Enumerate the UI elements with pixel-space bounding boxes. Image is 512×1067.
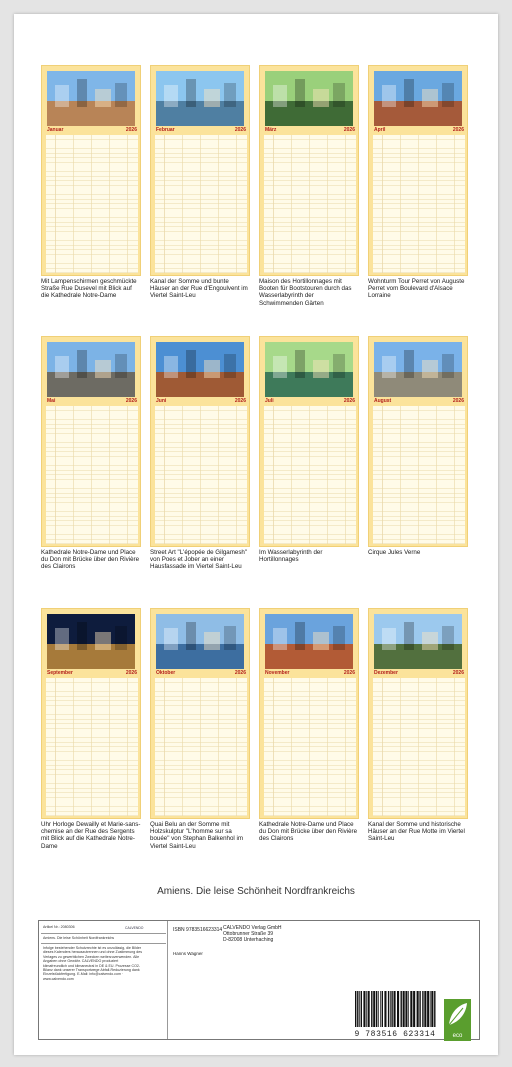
month-header: [155, 398, 247, 405]
month-name: November: [265, 670, 290, 676]
month-frame: [259, 336, 359, 547]
month-caption: Uhr Horloge Dewailly et Marie-sans-chemise an der Rue des Sergents mit Blick auf die Kathedrale Notre-Dame: [41, 821, 141, 850]
planner-grid: [46, 678, 138, 816]
month-name: Juli: [265, 398, 274, 404]
month-name: September: [47, 670, 73, 676]
planner-grid: [155, 406, 247, 544]
month-year: 2026: [125, 127, 137, 133]
month-caption: Quai Belu an der Somme mit Holzskulptur "L'homme sur sa bouée" von Stephan Balkenhol im Viertel Saint-Leu: [150, 821, 244, 850]
divider: [41, 943, 166, 944]
month-photo: [265, 71, 353, 126]
eco-label: eco: [452, 1033, 463, 1039]
month-photo: [374, 342, 462, 397]
month-header: [264, 398, 356, 405]
month-photo: [47, 71, 135, 126]
month-name: Dezember: [374, 670, 398, 676]
month-header: [46, 398, 138, 405]
month-caption: Kanal der Somme und historische Häuser an der Rue Motte im Viertel Saint-Leu: [368, 821, 465, 843]
planner-grid: [264, 135, 356, 273]
planner-grid: [373, 406, 465, 544]
calendar-sheet: [14, 14, 498, 1055]
month-name: Januar: [47, 127, 64, 133]
calvendo-logo: CALVENDO: [125, 926, 144, 930]
leaf-icon: [444, 999, 471, 1029]
month-photo: [374, 614, 462, 669]
month-header: [46, 670, 138, 677]
month-caption: Kathedrale Notre-Dame und Place du Don mit Brücke über den Rivière des Clairons: [41, 549, 140, 571]
barcode-number: 9 783516 623314: [354, 1030, 436, 1039]
planner-grid: [46, 406, 138, 544]
month-year: 2026: [343, 127, 355, 133]
planner-grid: [155, 135, 247, 273]
article-number: Artikel Nr.: 2080306: [43, 925, 75, 929]
month-caption: Kanal der Somme und bunte Häuser an der Rue d'Engoulvent im Viertel Saint-Leu: [150, 278, 248, 300]
planner-grid: [373, 135, 465, 273]
month-frame: [41, 336, 141, 547]
month-frame: [368, 608, 468, 819]
month-caption: Kathedrale Notre-Dame und Place du Don mit Brücke über den Rivière des Clairons: [259, 821, 358, 843]
month-frame: [150, 336, 250, 547]
month-header: [373, 127, 465, 134]
month-frame: [368, 336, 468, 547]
publisher-line: CALVENDO Verlag GmbH: [223, 925, 282, 931]
month-name: Juni: [156, 398, 167, 404]
month-year: 2026: [343, 670, 355, 676]
month-frame: [368, 65, 468, 276]
month-name: März: [265, 127, 277, 133]
month-year: 2026: [125, 670, 137, 676]
barcode-bars: [353, 991, 437, 1029]
publisher-address: [223, 925, 282, 943]
month-caption: Street Art "L'épopée de Gilgamesh" von Poes et Jober an einer Hausfassade im Viertel Saint-Leu: [150, 549, 248, 571]
month-year: 2026: [452, 670, 464, 676]
calendar-title: Amiens. Die leise Schönheit Nordfrankreichs: [157, 886, 355, 897]
month-year: 2026: [234, 127, 246, 133]
month-frame: [259, 65, 359, 276]
month-photo: [156, 342, 244, 397]
month-header: [373, 670, 465, 677]
month-name: August: [374, 398, 392, 404]
month-header: [373, 398, 465, 405]
month-photo: [265, 342, 353, 397]
month-header: [46, 127, 138, 134]
month-photo: [156, 614, 244, 669]
month-year: 2026: [125, 398, 137, 404]
month-frame: [41, 608, 141, 819]
author: Hanns Wagner: [173, 951, 203, 956]
planner-grid: [264, 406, 356, 544]
divider: [167, 921, 168, 1039]
month-header: [155, 127, 247, 134]
month-caption: Maison des Hortillonnages mit Booten für Bootstouren durch das Wasserlabyrinth der Schwimmenden Gärten: [259, 278, 352, 307]
month-year: 2026: [343, 398, 355, 404]
product-title-small: Amiens. Die leise Schönheit Nordfrankreichs: [43, 936, 115, 940]
month-year: 2026: [452, 127, 464, 133]
month-name: Oktober: [156, 670, 176, 676]
planner-grid: [155, 678, 247, 816]
publisher-line: D-82008 Unterhaching: [223, 937, 274, 943]
month-frame: [41, 65, 141, 276]
planner-grid: [264, 678, 356, 816]
legal-notice: Infolge bestehender Schutzrechte ist es unzulässig, die Bilder dieses Kalenders herauszutrennen und ohne Zustimmung des Verlages zu gewerblichen Zwecken weiterzuverwenden. Alle Angaben ohne Gewähr. CALVENDO produziert klimafreundlich und klimaneutral in DE & EU. Prozesse CO2-Bilanz dank unserer Transportwege Abfall-Reduzierung dank Einzelstückfertigung. E-Mail: info@calvendo.com · www.calvendo.com: [43, 946, 143, 981]
month-header: [155, 670, 247, 677]
month-photo: [47, 614, 135, 669]
month-frame: [150, 65, 250, 276]
month-caption: Cirque Jules Verne: [368, 549, 421, 556]
product-footer: [38, 920, 480, 1040]
month-photo: [156, 71, 244, 126]
month-photo: [374, 71, 462, 126]
month-name: April: [374, 127, 386, 133]
month-caption: Im Wasserlabyrinth der Hortillonnages: [259, 549, 323, 564]
planner-grid: [46, 135, 138, 273]
month-year: 2026: [234, 398, 246, 404]
eco-badge: [444, 999, 471, 1041]
month-name: Mai: [47, 398, 56, 404]
month-year: 2026: [452, 398, 464, 404]
month-name: Februar: [156, 127, 175, 133]
publisher-line: Ottobrunner Straße 39: [223, 931, 274, 937]
month-photo: [47, 342, 135, 397]
month-frame: [150, 608, 250, 819]
month-photo: [265, 614, 353, 669]
barcode: [353, 991, 437, 1039]
month-header: [264, 670, 356, 677]
isbn: ISBN 9783516623314: [173, 927, 223, 933]
month-header: [264, 127, 356, 134]
divider: [41, 933, 166, 934]
month-caption: Wohnturm Tour Perret von Auguste Perret vom Boulevard d'Alsace Lorraine: [368, 278, 465, 300]
planner-grid: [373, 678, 465, 816]
month-year: 2026: [234, 670, 246, 676]
month-caption: Mit Lampenschirmen geschmückte Straße Rue Dusevel mit Blick auf die Kathedrale Notre-Dame: [41, 278, 137, 300]
month-frame: [259, 608, 359, 819]
